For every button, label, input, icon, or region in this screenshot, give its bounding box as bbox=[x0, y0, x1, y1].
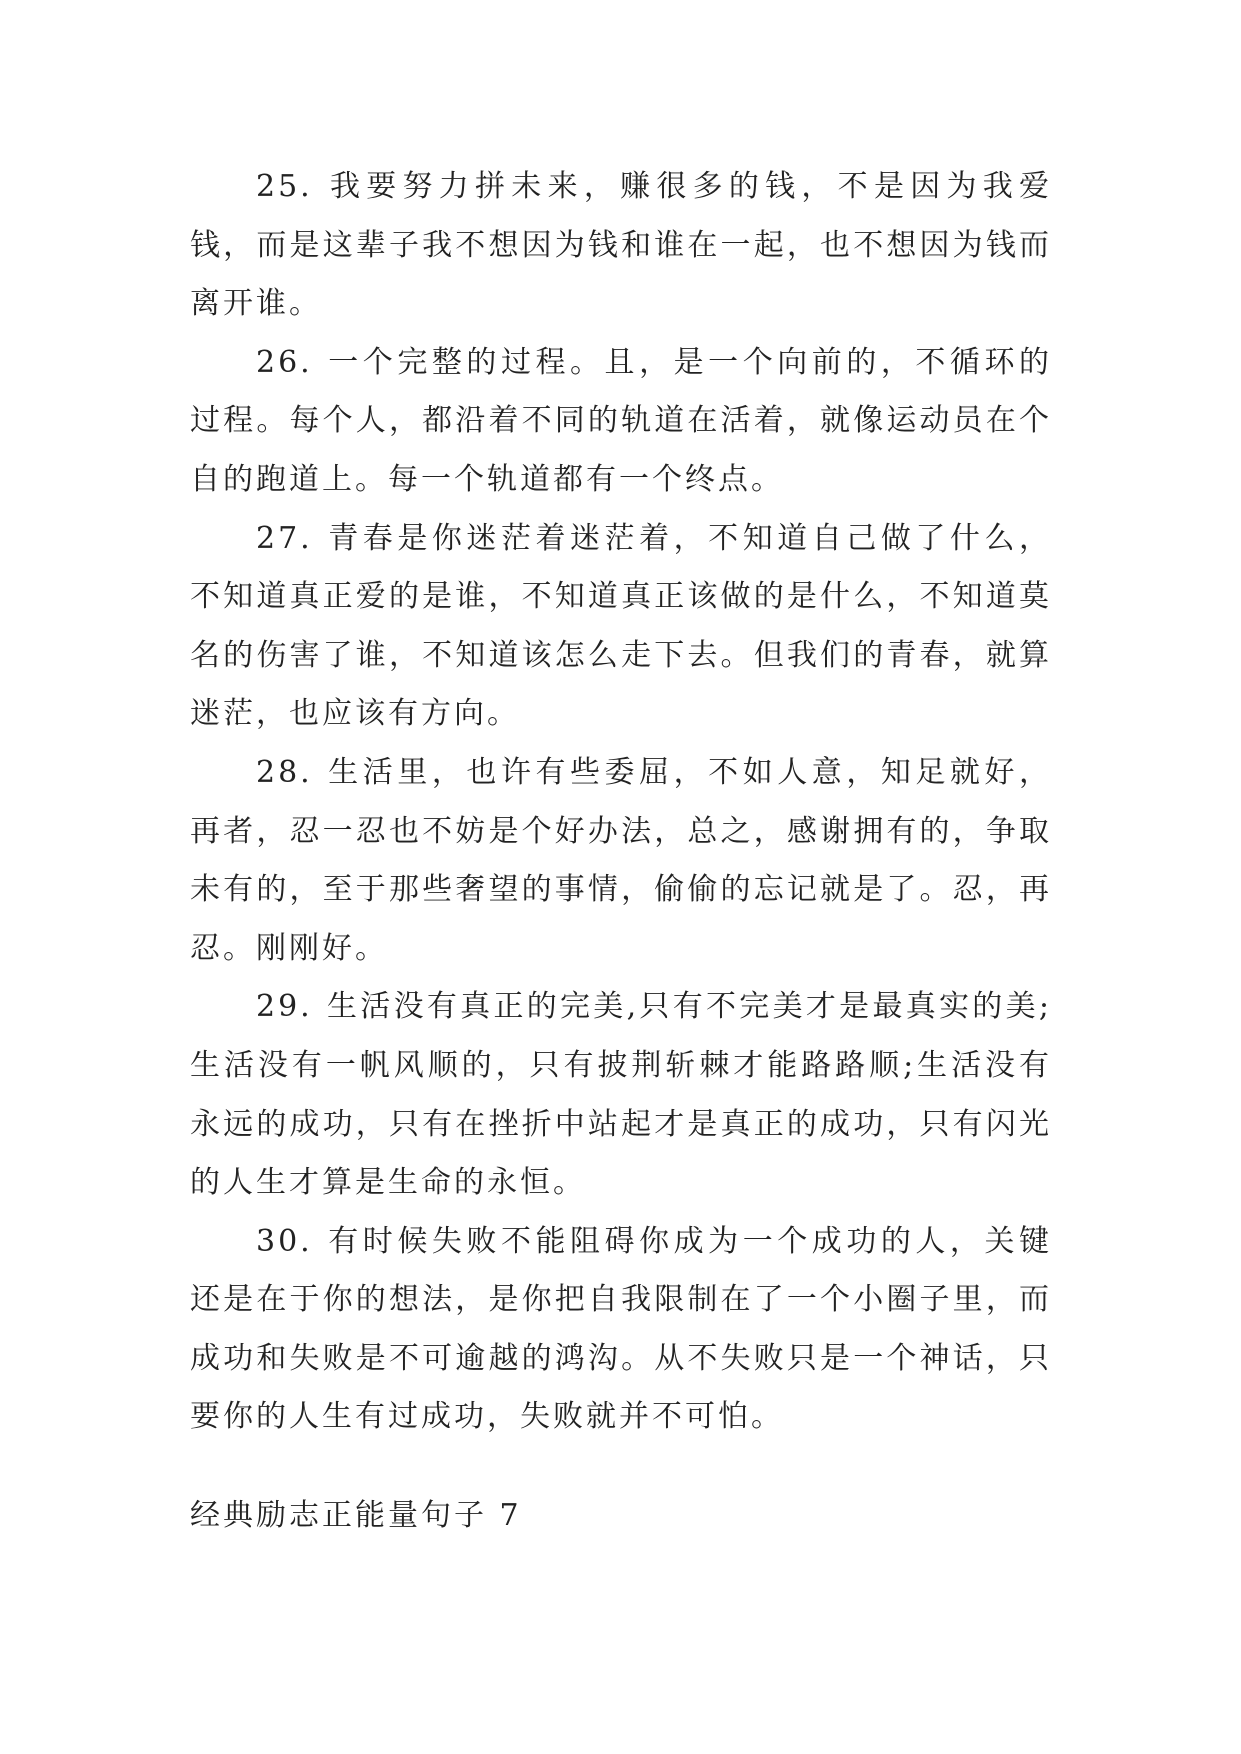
quote-text: 青春是你迷茫着迷茫着，不知道自己做了什么，不知道真正爱的是谁，不知道真正该做的是什么，不知道莫名的伤害了谁，不知道该怎么走下去。但我们的青春，就算迷茫，也应该有方向。 bbox=[190, 520, 1052, 732]
quote-list bbox=[190, 158, 1052, 1447]
quote-paragraph-27 bbox=[190, 510, 1052, 744]
quote-number: 30. bbox=[256, 1223, 313, 1259]
quote-text: 有时候失败不能阻碍你成为一个成功的人，关键还是在于你的想法，是你把自我限制在了一个小圈子里，而成功和失败是不可逾越的鸿沟。从不失败只是一个神话，只要你的人生有过成功，失败就并不可怕。 bbox=[190, 1223, 1052, 1435]
quote-paragraph-26 bbox=[190, 334, 1052, 510]
quote-paragraph-29 bbox=[190, 978, 1052, 1212]
quote-paragraph-28 bbox=[190, 744, 1052, 978]
section-heading: 经典励志正能量句子 7 bbox=[190, 1498, 522, 1533]
quote-number: 26. bbox=[256, 344, 313, 380]
quote-number: 27. bbox=[256, 520, 313, 556]
quote-paragraph-30 bbox=[190, 1213, 1052, 1447]
quote-text: 一个完整的过程。且，是一个向前的，不循环的过程。每个人，都沿着不同的轨道在活着，就像运动员在个自的跑道上。每一个轨道都有一个终点。 bbox=[190, 344, 1052, 497]
quote-text: 生活里，也许有些委屈，不如人意，知足就好，再者，忍一忍也不妨是个好办法，总之，感谢拥有的，争取未有的，至于那些奢望的事情，偷偷的忘记就是了。忍，再忍。刚刚好。 bbox=[190, 754, 1052, 966]
quote-text: 我要努力拼未来，赚很多的钱，不是因为我爱钱，而是这辈子我不想因为钱和谁在一起，也不想因为钱而离开谁。 bbox=[190, 169, 1052, 322]
quote-text: 生活没有真正的完美,只有不完美才是最真实的美;生活没有一帆风顺的，只有披荆斩棘才能路路顺;生活没有永远的成功，只有在挫折中站起才是真正的成功，只有闪光的人生才算是生命的永恒。 bbox=[190, 989, 1052, 1201]
quote-paragraph-25 bbox=[190, 158, 1052, 334]
quote-number: 25. bbox=[256, 169, 313, 204]
quote-number: 29. bbox=[256, 989, 313, 1025]
quote-number: 28. bbox=[256, 754, 313, 790]
